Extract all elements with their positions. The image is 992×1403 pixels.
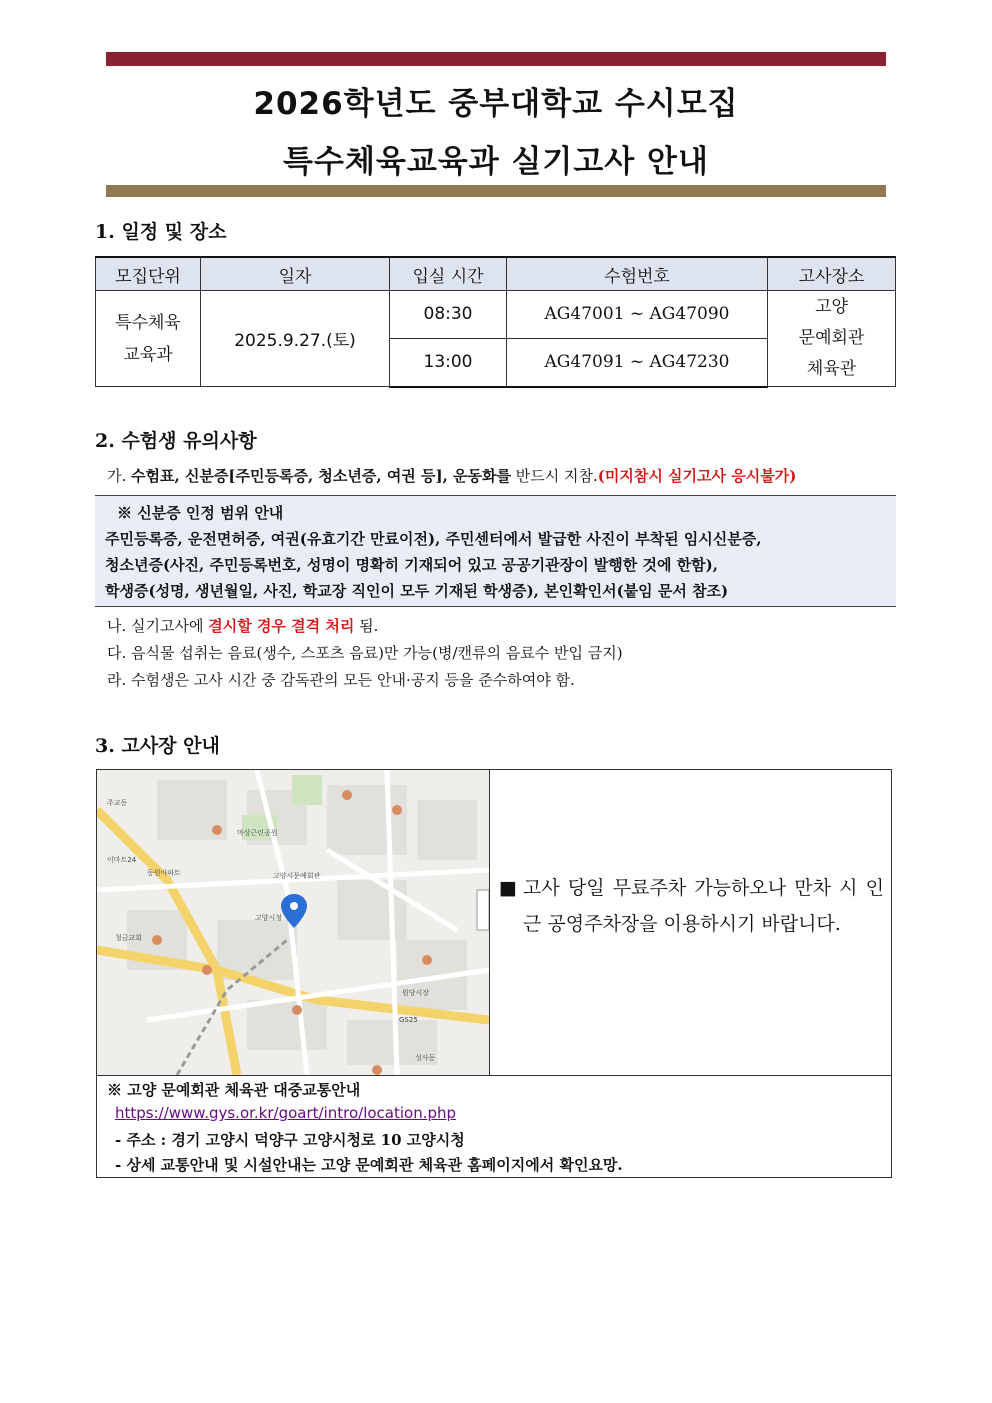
- venue-link[interactable]: https://www.gys.or.kr/goart/intro/location.php: [115, 1104, 457, 1122]
- top-accent-bar: [106, 52, 886, 66]
- place-cell: [768, 291, 896, 387]
- notice-item-da: 다. 음식물 섭취는 음료(생수, 스포츠 음료)만 가능(병/캔류의 음료수 반입 금지): [107, 644, 623, 662]
- venue-info-box: [96, 769, 892, 1178]
- venue-map[interactable]: [97, 770, 490, 1075]
- notice-ga-bold: 수험표, 신분증[주민등록증, 청소년증, 여권 등], 운동화를: [131, 467, 512, 485]
- page-title-line1: 2026학년도 중부대학교 수시모집: [253, 86, 739, 122]
- id-box-line3: 학생증(성명, 생년월일, 사진, 학교장 직인이 모두 기재된 학생증), 본인확인서(붙임 문서 참조): [105, 582, 729, 600]
- place-line2: 문예회관: [798, 328, 865, 348]
- notice-item-ga: [107, 465, 796, 486]
- notice-na-warning: 결시할 경우 결격 처리: [208, 617, 355, 635]
- unit-line2: 교육과: [123, 344, 173, 365]
- date-cell: 2025.9.27.(토): [201, 291, 390, 387]
- time-cell-2: 13:00: [390, 338, 507, 386]
- venue-address: - 주소 : 경기 고양시 덕양구 고양시청로 10 고양시청: [115, 1131, 465, 1149]
- map-label: 마상근린공원: [237, 829, 278, 837]
- map-label: 동원아파트: [147, 869, 181, 877]
- range-cell-1: AG47001 ~ AG47090: [507, 291, 768, 339]
- notice-na-prefix: 나. 실기고사에: [107, 617, 209, 635]
- bullet-square-icon: ■: [499, 877, 517, 899]
- map-label: 성사동: [415, 1054, 436, 1062]
- bottom-accent-bar: [106, 185, 886, 197]
- unit-line1: 특수체육: [115, 312, 181, 333]
- section3-heading: 3. 고사장 안내: [95, 735, 220, 757]
- parking-note: [499, 870, 884, 942]
- col-header-place: 고사장소: [768, 257, 896, 291]
- col-header-exam-number: 수험번호: [507, 257, 768, 291]
- notice-item-na: [107, 615, 378, 636]
- id-box-line2: 청소년증(사진, 주민등록번호, 성명이 명확히 기재되어 있고 공공기관장이 발행한 것에 한함),: [105, 556, 718, 574]
- map-label: 주교동: [107, 799, 128, 807]
- place-line3: 체육관: [806, 359, 857, 379]
- parking-note-text: 고사 당일 무료주차 가능하오나 만차 시 인근 공영주차장을 이용하시기 바랍니다.: [523, 877, 884, 935]
- map-label: 이마트24: [107, 856, 137, 864]
- id-range-box: [95, 495, 896, 607]
- page-title-line2: 특수체육교육과 실기고사 안내: [283, 144, 709, 180]
- notice-ga-warning: (미지참시 실기고사 응시불가): [597, 467, 797, 485]
- time-cell-1: 08:30: [390, 291, 507, 339]
- transit-title: ※ 고양 문예회관 체육관 대중교통안내: [107, 1081, 361, 1099]
- range-cell-2: AG47091 ~ AG47230: [507, 338, 768, 386]
- table-row: [96, 291, 896, 339]
- id-box-line1: 주민등록증, 운전면허증, 여권(유효기간 만료이전), 주민센터에서 발급한 사진이 부착된 임시신분증,: [105, 530, 762, 548]
- map-label: 청금교회: [115, 934, 143, 942]
- map-label: GS25: [399, 1016, 418, 1024]
- notice-ga-plain: 반드시 지참.: [511, 467, 598, 485]
- venue-detail-note: - 상세 교통안내 및 시설안내는 고양 문예회관 체육관 홈페이지에서 확인요망.: [115, 1156, 623, 1174]
- map-label: 고양시청: [255, 914, 283, 922]
- transit-info: [97, 1075, 891, 1178]
- notice-na-suffix: 됨.: [354, 617, 379, 635]
- map-image: [97, 770, 489, 1075]
- schedule-table: [95, 256, 896, 388]
- col-header-time: 입실 시간: [390, 257, 507, 291]
- notice-ga-prefix: 가.: [107, 467, 132, 485]
- col-header-unit: 모집단위: [96, 257, 201, 291]
- map-label: 고양시문예회관: [273, 872, 321, 880]
- id-box-title: ※ 신분증 인정 범위 안내: [117, 504, 284, 522]
- map-label: 원당시장: [402, 989, 430, 997]
- notice-item-ra: 라. 수험생은 고사 시간 중 감독관의 모든 안내·공지 등을 준수하여야 함.: [107, 671, 575, 689]
- section1-heading: 1. 일정 및 장소: [95, 221, 227, 243]
- unit-cell: [96, 291, 201, 387]
- col-header-date: 일자: [201, 257, 390, 291]
- section2-heading: 2. 수험생 유의사항: [95, 430, 257, 452]
- place-line1: 고양: [815, 297, 848, 317]
